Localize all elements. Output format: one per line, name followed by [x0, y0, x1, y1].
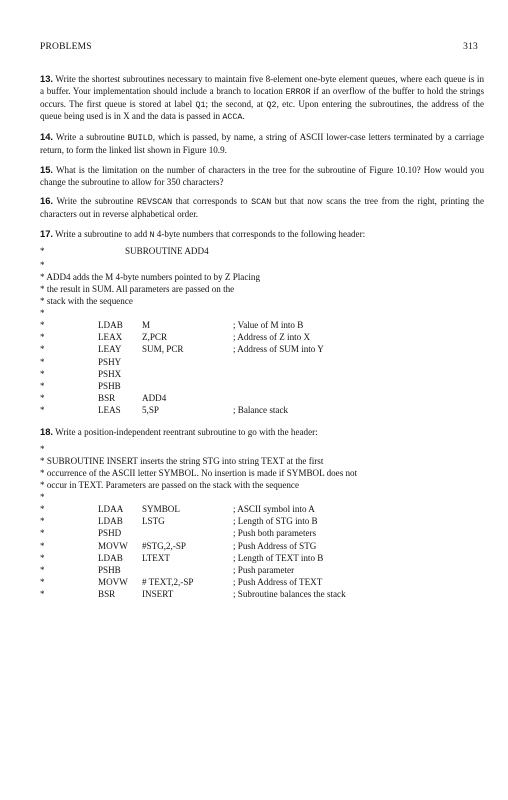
problem-18: 18. Write a position-independent reentrant subroutine to go with the header:: [40, 425, 318, 437]
code-line: [40, 381, 484, 393]
listing-comment: [40, 272, 484, 284]
section-title: PROBLEMS: [40, 42, 92, 52]
line-marker: *: [40, 564, 45, 575]
line-marker: *: [40, 404, 45, 415]
code-comment: ; Push both parameters: [233, 528, 317, 539]
line-marker: *: [40, 576, 45, 587]
code-line: [40, 393, 484, 405]
listing-line: [40, 492, 484, 504]
line-marker: *: [40, 320, 45, 331]
line-marker: *: [40, 528, 45, 539]
code-listing-add4: [40, 246, 484, 417]
problem-number: 16.: [40, 195, 54, 207]
page-number: 313: [463, 42, 478, 52]
running-header: [40, 42, 478, 56]
listing-comment: [40, 468, 484, 480]
code-comment: ; Push Address of TEXT: [233, 576, 323, 587]
line-marker: *: [40, 332, 45, 343]
code-listing-insert: [40, 444, 484, 601]
code-comment: ; Length of TEXT into B: [233, 552, 324, 563]
line-marker: *: [40, 504, 45, 515]
code-line: [40, 369, 484, 381]
code-comment: ; Subroutine balances the stack: [233, 588, 346, 599]
problem-number: 13.: [40, 73, 54, 84]
code-comment: ; Push parameter: [233, 564, 295, 575]
operand: # TEXT,2,-SP: [142, 576, 194, 587]
listing-line: [40, 444, 484, 456]
line-marker: * occurrence of the ASCII letter SYMBOL. No insertion is made if SYMBOL does not: [40, 467, 358, 478]
code-line: [40, 320, 484, 332]
code-comment: ; ASCII symbol into A: [233, 504, 315, 515]
code-comment: ; Push Address of STG: [233, 540, 317, 551]
subroutine-title: SUBROUTINE ADD4: [125, 245, 209, 256]
code-line: [40, 541, 484, 553]
operand: INSERT: [142, 588, 174, 599]
code-line: [40, 589, 484, 601]
operand: ADD4: [142, 392, 167, 403]
problem-15: 15. What is the limitation on the number of characters in the tree for the subroutine of Figure 10.10? How would you change the subroutine to allow for 350 characters?: [40, 163, 484, 187]
line-marker: *: [40, 259, 45, 270]
line-marker: * occur in TEXT. Parameters are passed on the stack with the sequence: [40, 480, 299, 491]
listing-comment: [40, 284, 484, 296]
code-line: [40, 528, 484, 540]
opcode: LEAY: [98, 344, 122, 355]
problem-number: 14.: [40, 131, 54, 143]
operand: #STG,2,-SP: [142, 540, 186, 551]
operand: 5,SP: [142, 404, 159, 415]
opcode: LDAB: [98, 516, 123, 527]
code-line: [40, 332, 484, 344]
line-marker: *: [40, 492, 45, 503]
line-marker: *: [40, 308, 45, 319]
operand: LSTG: [142, 516, 165, 527]
operand: M: [142, 320, 151, 331]
page-body: [40, 73, 484, 601]
problem-number: 17.: [40, 227, 54, 239]
opcode: LDAB: [98, 320, 123, 331]
opcode: LEAX: [98, 332, 123, 343]
line-marker: *: [40, 552, 45, 563]
opcode: LEAS: [98, 404, 121, 415]
listing-comment: [40, 456, 484, 468]
operand: SYMBOL: [142, 504, 180, 515]
line-marker: *: [40, 344, 45, 355]
problem-17: 17. Write a subroutine to add N 4-byte numbers that corresponds to the following header:: [40, 227, 366, 240]
problem-16: 16. Write the subroutine REVSCAN that corresponds to SCAN but that now scans the tree from the right, printing the characters out in reverse alphabetical order.: [40, 195, 484, 220]
opcode: MOVW: [98, 540, 128, 551]
listing-line: [40, 260, 484, 272]
line-marker: *: [40, 245, 45, 256]
code-line: [40, 553, 484, 565]
code-line: [40, 504, 484, 516]
operand: Z,PCR: [142, 332, 168, 343]
code-comment: ; Address of Z into X: [233, 332, 311, 343]
problem-number: 15.: [40, 163, 54, 175]
line-marker: * SUBROUTINE INSERT inserts the string STG into string TEXT at the first: [40, 455, 324, 466]
code-comment: ; Balance stack: [233, 404, 289, 415]
problem-number: 18.: [40, 425, 54, 437]
listing-line: [40, 308, 484, 320]
code-line: [40, 565, 484, 577]
opcode: BSR: [98, 588, 116, 599]
opcode: LDAB: [98, 552, 123, 563]
opcode: BSR: [98, 392, 116, 403]
opcode: PSHD: [98, 528, 122, 539]
line-marker: *: [40, 443, 45, 454]
line-marker: *: [40, 368, 45, 379]
opcode: PSHB: [98, 380, 121, 391]
line-marker: *: [40, 588, 45, 599]
code-comment: ; Value of M into B: [233, 320, 304, 331]
line-marker: *: [40, 540, 45, 551]
line-marker: *: [40, 380, 45, 391]
code-line: [40, 405, 484, 417]
listing-line: [40, 246, 484, 260]
listing-comment: [40, 480, 484, 492]
opcode: MOVW: [98, 576, 128, 587]
operand: LTEXT: [142, 552, 170, 563]
operand: SUM, PCR: [142, 344, 184, 355]
line-marker: *: [40, 392, 45, 403]
code-comment: ; Length of STG into B: [233, 516, 318, 527]
opcode: PSHY: [98, 356, 122, 367]
opcode: PSHX: [98, 368, 122, 379]
line-marker: * the result in SUM. All parameters are passed on the: [40, 283, 235, 294]
line-marker: *: [40, 356, 45, 367]
code-line: [40, 516, 484, 528]
opcode: LDAA: [98, 504, 124, 515]
code-line: [40, 344, 484, 356]
code-line: [40, 577, 484, 589]
line-marker: * stack with the sequence: [40, 296, 133, 307]
code-comment: ; Address of SUM into Y: [233, 344, 324, 355]
code-line: [40, 357, 484, 369]
line-marker: * ADD4 adds the M 4-byte numbers pointed to by Z Placing: [40, 271, 260, 282]
line-marker: *: [40, 516, 45, 527]
problem-13: 13. Write the shortest subroutines necessary to maintain five 8-element one-byte element queues, where each queue is in a buffer. Your implementation should include a branch to location ERROR if an overflow of the buffer to hold the strings occurs. The first queue is stored at label Q1; the second, at Q2, etc. Upon entering the subroutines, the address of the queue being used is in X and the data is passed in ACCA.: [40, 73, 484, 123]
listing-comment: [40, 296, 484, 308]
problem-14: 14. Write a subroutine BUILD, which is passed, by name, a string of ASCII lower-case letters terminated by a carriage return, to form the linked list shown in Figure 10.9.: [40, 131, 484, 155]
opcode: PSHB: [98, 564, 121, 575]
